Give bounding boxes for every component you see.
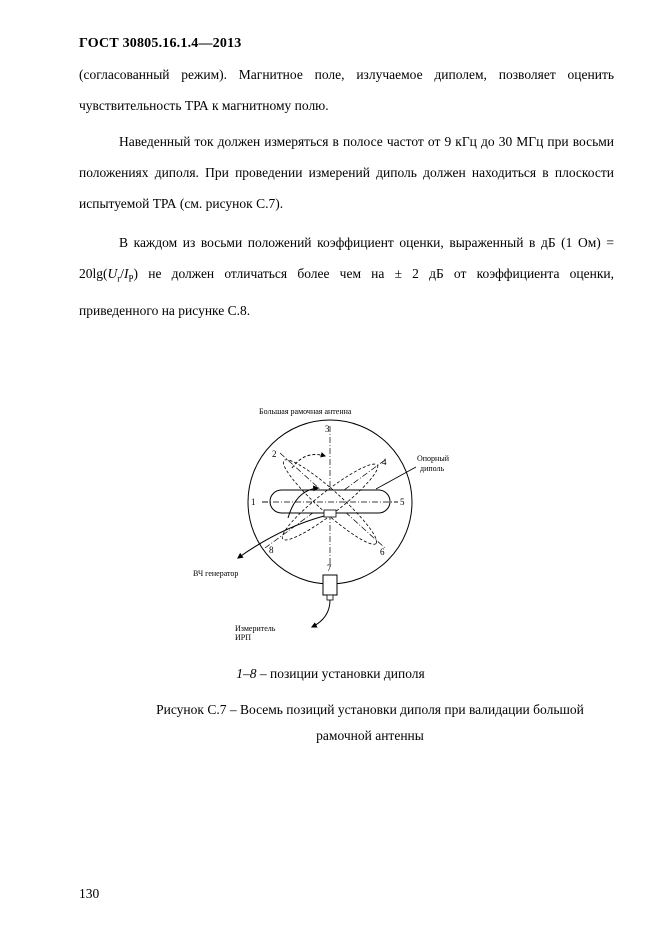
dipole-horizontal: [270, 490, 390, 513]
meter-label-line1: Измеритель: [235, 624, 276, 633]
caption-line-2: рамочной антенны: [316, 728, 424, 743]
position-6: 6: [380, 547, 385, 557]
legend-text: – позиции установки диполя: [256, 666, 425, 681]
dipole-label-line1: Опорный: [417, 454, 449, 463]
position-4: 4: [382, 457, 387, 467]
position-5: 5: [400, 497, 405, 507]
document-header: ГОСТ 30805.16.1.4—2013: [79, 36, 242, 51]
dipole-positions-figure: [180, 398, 490, 658]
position-2: 2: [272, 449, 277, 459]
dipole-connector: [324, 510, 336, 517]
formula-u-sub: r: [117, 273, 121, 284]
meter-arrow: [312, 600, 330, 627]
position-3: 3: [325, 424, 330, 434]
formula-i-sub: P: [128, 273, 134, 284]
antenna-label: Большая рамочная антенна: [259, 407, 352, 416]
meter-label-line2: ИРП: [235, 633, 252, 642]
paragraph-3-start: В каждом из восьми положений коэффициент оценки, выраженный в дБ (1 Ом) = 20lg(: [79, 235, 614, 281]
connector-plug: [327, 595, 333, 600]
figure-legend: [0, 666, 661, 682]
legend-range: 1–8: [236, 666, 257, 681]
position-8: 8: [269, 545, 274, 555]
caption-line-1: Рисунок С.7 – Восемь позиций установки диполя при валидации большой: [156, 702, 584, 717]
paragraph-2: Наведенный ток должен измеряться в полосе частот от 9 кГц до 30 МГц при восьми положениях диполя. При проведении измерений диполь должен находиться в плоскости испытуемой ТРА (см. рисунок С.7).: [79, 134, 614, 211]
rotation-arrow: [292, 455, 325, 469]
page-number: 130: [79, 886, 100, 901]
formula-u: U: [107, 266, 118, 281]
dipole-label-line2: диполь: [420, 464, 445, 473]
formula-i: I: [124, 266, 129, 281]
generator-label: ВЧ генератор: [193, 569, 239, 578]
position-1: 1: [251, 497, 256, 507]
formula: [107, 266, 134, 284]
paragraph-3-end: ) не должен отличаться более чем на ± 2 дБ от коэффициента оценки, приведенного на рисунке С.8.: [79, 266, 614, 318]
position-7: 7: [327, 563, 332, 573]
connector-box-7: [323, 575, 337, 595]
paragraph-3: [79, 227, 614, 326]
formula-slash: /: [120, 266, 125, 281]
paragraph-1: (согласованный режим). Магнитное поле, излучаемое диполем, позволяет оценить чувствительность ТРА к магнитному полю.: [79, 67, 614, 113]
figure-caption: [120, 697, 620, 749]
